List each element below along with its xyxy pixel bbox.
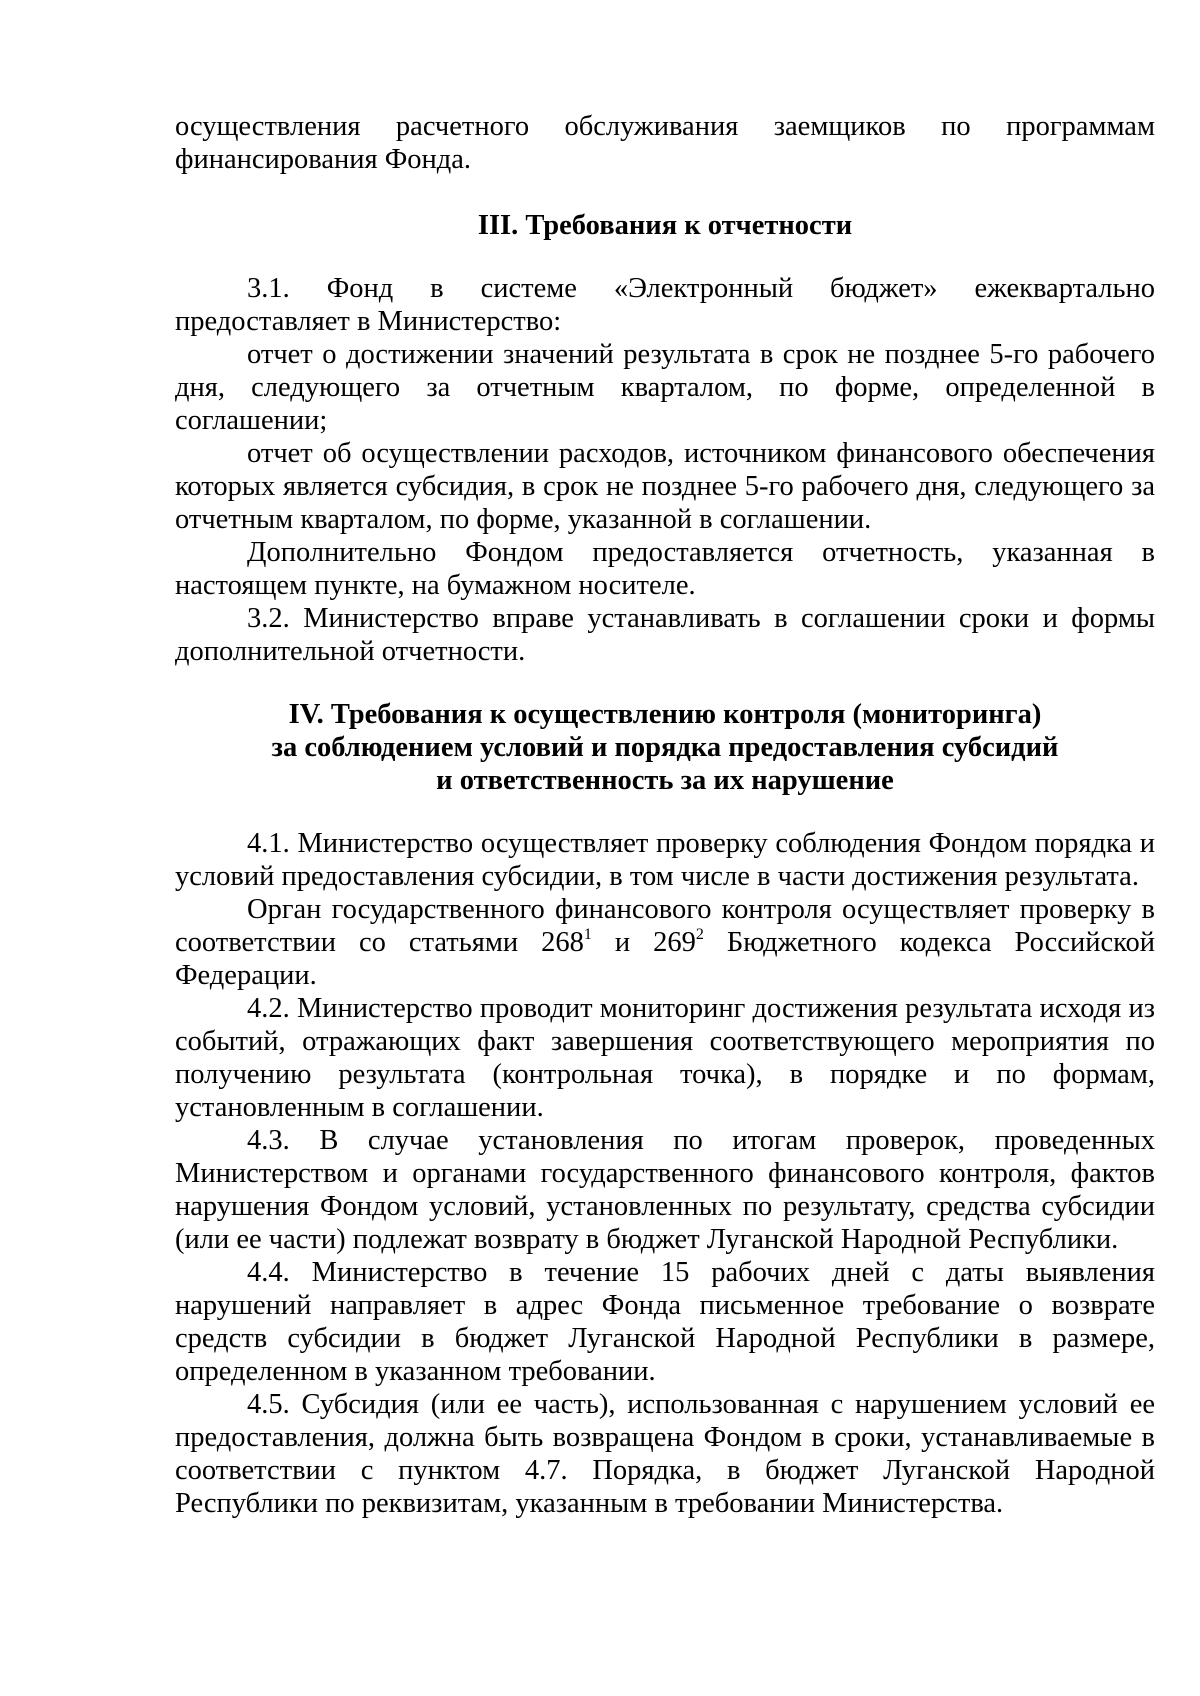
paragraph-3-1-paper-reporting: Дополнительно Фондом предоставляется отчетность, указанная в настоящем пункте, на бумажном носителе. <box>175 537 1155 601</box>
footnote-superscript: 1 <box>583 925 592 943</box>
paragraph-4-2: 4.2. Министерство проводит мониторинг достижения результата исходя из событий, отражающих факт завершения соответствующего мероприятия по получению результата (контрольная точка), в порядке и по формам, установленным в соглашении. <box>175 993 1155 1123</box>
section-4-heading-line-3: и ответственность за их нарушение <box>436 765 894 796</box>
paragraph-4-4: 4.4. Министерство в течение 15 рабочих дней с даты выявления нарушений направляет в адрес Фонда письменное требование о возврате средств субсидии в бюджет Луганской Народной Республики в размере, определенном в указанном требовании. <box>175 1257 1155 1387</box>
paragraph-4-5: 4.5. Субсидия (или ее часть), использованная с нарушением условий ее предоставления, должна быть возвращена Фондом в сроки, устанавливаемые в соответствии с пунктом 4.7. Порядка, в бюджет Луганской Народной Республики по реквизитам, указанным в требовании Министерства. <box>175 1389 1155 1519</box>
spacer <box>175 668 1155 698</box>
intro-paragraph: осуществления расчетного обслуживания заемщиков по программам финансирования Фонда. <box>175 111 1155 175</box>
paragraph-3-1: 3.1. Фонд в системе «Электронный бюджет» ежеквартально предоставляет в Министерство: <box>175 273 1155 337</box>
document-page <box>175 110 1155 1520</box>
section-4-heading-line-2: за соблюдением условий и порядка предоставления субсидий <box>271 732 1059 763</box>
footnote-superscript: 2 <box>695 925 704 943</box>
section-3-heading: III. Требования к отчетности <box>477 210 853 241</box>
paragraph-4-3: 4.3. В случае установления по итогам проверок, проведенных Министерством и органами государственного финансового контроля, фактов нарушения Фондом условий, установленных по результату, средства субсидии (или ее части) подлежат возврату в бюджет Луганской Народной Республики. <box>175 1125 1155 1255</box>
paragraph-3-1-report-expenses: отчет об осуществлении расходов, источником финансового обеспечения которых является субсидия, в срок не позднее 5-го рабочего дня, следующего за отчетным кварталом, по форме, указанной в соглашении. <box>175 438 1155 535</box>
paragraph-4-1-control-body <box>175 893 1155 992</box>
section-4-heading <box>175 698 1155 797</box>
spacer <box>175 242 1155 272</box>
paragraph-3-1-report-results: отчет о достижении значений результата в срок не позднее 5-го рабочего дня, следующего за отчетным кварталом, по форме, определенной в соглашении; <box>175 339 1155 436</box>
paragraph-3-2: 3.2. Министерство вправе устанавливать в соглашении сроки и формы дополнительной отчетности. <box>175 603 1155 667</box>
spacer <box>175 797 1155 827</box>
paragraph-text: Бюджетного кодекса Российской Федерации. <box>175 927 1155 991</box>
paragraph-text: Орган государственного финансового контроля осуществляет проверку в соответствии со статьями 268 <box>175 894 1155 958</box>
section-4-heading-line-1: IV. Требования к осуществлению контроля (мониторинга) <box>288 699 1042 730</box>
paragraph-4-1: 4.1. Министерство осуществляет проверку соблюдения Фондом порядка и условий предоставления субсидии, в том числе в части достижения результата. <box>175 828 1155 892</box>
paragraph-text: и 269 <box>591 927 696 958</box>
spacer <box>175 176 1155 209</box>
